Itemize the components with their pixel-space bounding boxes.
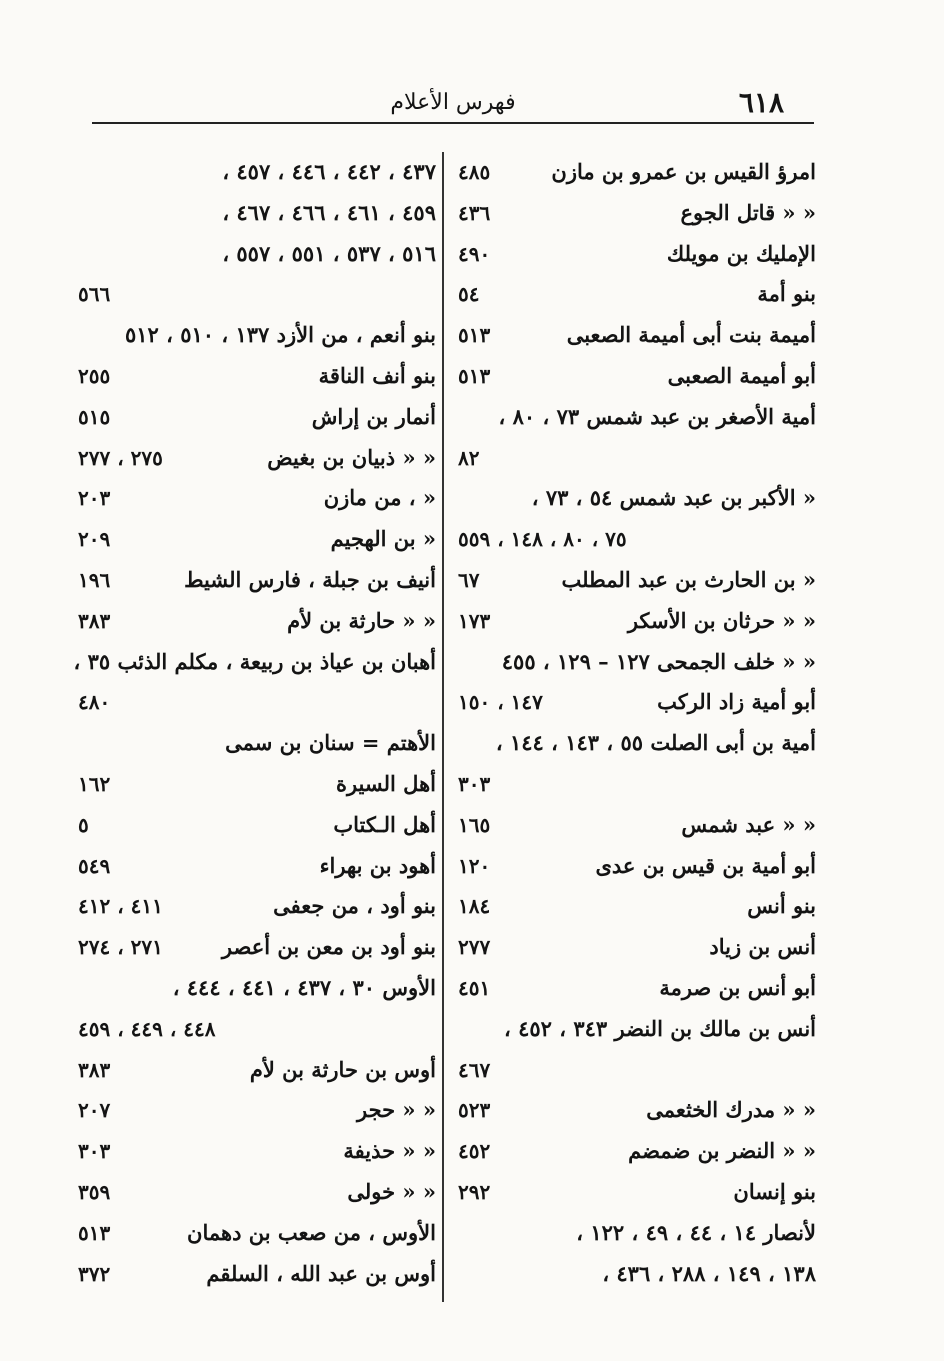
entry-name: « « حذيفة [343, 1138, 436, 1164]
entry-name: أميمة بنت أبى أميمة الصعبى [566, 322, 816, 348]
entry-pages: ٤٥٢ [458, 1139, 491, 1164]
entry-pages: ٥١٣ [458, 323, 491, 348]
entry-name: بنو أنس [747, 893, 816, 919]
entry-name: « « قاتل الجوع [680, 199, 816, 225]
entry-name: بنو أنعم ، من الأزد ١٣٧ ، ٥١٠ ، ٥١٢ [124, 322, 436, 348]
index-entry [73, 642, 436, 683]
entry-name: « « خولى [347, 1178, 436, 1204]
entry-name: « « حرثان بن الأسكر [627, 607, 816, 633]
index-entry [458, 519, 816, 560]
index-column-right [458, 152, 816, 1294]
entry-name: ٤٥٩ ، ٤٦١ ، ٤٦٦ ، ٤٦٧ ، [222, 199, 436, 225]
index-entry [458, 1050, 816, 1091]
entry-pages: ٣٥٩ [78, 1179, 111, 1204]
index-entry [78, 1090, 436, 1131]
index-entry [458, 356, 816, 397]
entry-pages: ٥٢٣ [458, 1098, 491, 1123]
entry-pages: ٥ [78, 812, 89, 837]
index-entry [78, 764, 436, 805]
entry-pages: ١٦٥ [458, 812, 491, 837]
entry-name: أنيف بن جبلة ، فارس الشيط [184, 566, 436, 592]
entry-pages: ٧٥ ، ٨٠ ، ١٤٨ ، ٥٥٩ [458, 527, 627, 552]
entry-name: أهل الـكتاب [333, 811, 436, 837]
entry-name: بنو أنف الناقة [318, 362, 436, 388]
index-entry [458, 234, 816, 275]
entry-name: بنو أود بن معن بن أعصر [221, 934, 436, 960]
entry-name: أنس بن زياد [709, 934, 816, 960]
header-title: فهرس الأعلام [390, 90, 516, 115]
entry-pages: ٣٠٣ [78, 1139, 111, 1164]
index-entry [458, 968, 816, 1009]
entry-name: أوس بن حارثة بن لأم [249, 1056, 436, 1082]
index-entry [458, 1090, 816, 1131]
entry-pages: ١٢٠ [458, 853, 491, 878]
entry-name: بنو أود ، من جعفى [273, 893, 436, 919]
entry-pages: ٥٤ [458, 282, 480, 307]
index-entry [78, 1213, 436, 1254]
entry-name: « بن الحارث بن عبد المطلب [561, 566, 816, 592]
index-entry [78, 846, 436, 887]
index-entry [458, 927, 816, 968]
entry-name: أوس بن عبد الله ، السلقم [206, 1260, 436, 1286]
entry-name: بنو أمة [757, 281, 816, 307]
entry-name: أنس بن مالك بن النضر ٣٤٣ ، ٤٥٢ ، [504, 1015, 816, 1041]
entry-name: أبو أميمة الصعبى [667, 362, 816, 388]
entry-pages: ٤٦٧ [458, 1057, 491, 1082]
entry-pages: ٤٨٠ [78, 690, 111, 715]
entry-pages: ١٤٧ ، ١٥٠ [458, 690, 543, 715]
entry-pages: ٢٠٩ [78, 527, 111, 552]
entry-name: « « مدرك الخثعمى [646, 1097, 816, 1123]
entry-name: امرؤ القيس بن عمرو بن مازن [551, 159, 816, 184]
entry-pages: ٤٩٠ [458, 241, 491, 266]
entry-pages: ٤١١ ، ٤١٢ [78, 894, 163, 919]
index-entry [78, 356, 436, 397]
entry-name: أبو أمية بن قيس بن عدى [595, 852, 816, 878]
index-entry [78, 723, 436, 764]
index-entry [458, 682, 816, 723]
entry-pages: ١٨٤ [458, 894, 491, 919]
entry-pages: ٢٥٥ [78, 363, 111, 388]
entry-pages: ٥١٣ [458, 363, 491, 388]
entry-pages: ٣٧٢ [78, 1261, 111, 1286]
entry-name: أهبان بن عياذ بن ربيعة ، مكلم الذئب ٣٥ ، [73, 648, 436, 674]
entry-name: أمية بن أبى الصلت ٥٥ ، ١٤٣ ، ١٤٤ ، [495, 730, 816, 756]
index-entry [458, 601, 816, 642]
entry-pages: ١٩٦ [78, 567, 111, 592]
index-entry [458, 1213, 816, 1254]
index-entry [78, 886, 436, 927]
entry-name: الأهتم = سنان بن سمى [225, 730, 436, 756]
page-number: ٦١٨ [738, 86, 784, 119]
index-entry [78, 1172, 436, 1213]
entry-pages: ١٦٢ [78, 771, 111, 796]
entry-name: أهود بن بهراء [319, 852, 436, 878]
entry-pages: ٥٤٩ [78, 853, 111, 878]
entry-name: « « ذبيان بن بغيض [267, 444, 436, 470]
entry-pages: ٢٧١ ، ٢٧٤ [78, 935, 163, 960]
column-divider [442, 152, 444, 1302]
index-entry [458, 397, 816, 438]
entry-pages: ٣٨٣ [78, 608, 111, 633]
entry-name: « بن الهجيم [330, 526, 436, 552]
index-entry [78, 601, 436, 642]
entry-pages: ٥١٥ [78, 404, 111, 429]
index-entry [78, 152, 436, 193]
index-entry [458, 193, 816, 234]
entry-pages: ٢٠٣ [78, 486, 111, 511]
entry-name: « « خلف الجمحى ١٢٧ – ١٢٩ ، ٤٥٥ [501, 648, 816, 674]
entry-name: « « النضر بن ضمضم [628, 1138, 816, 1164]
index-entry [458, 315, 816, 356]
entry-pages: ١٧٣ [458, 608, 491, 633]
index-entry [458, 1131, 816, 1172]
entry-pages: ٤٨٥ [458, 160, 491, 184]
index-entry [458, 764, 816, 805]
index-entry [458, 274, 816, 315]
entry-pages: ٣٠٣ [458, 771, 491, 796]
index-entry [458, 152, 816, 193]
index-entry [458, 846, 816, 887]
index-entry [78, 1009, 436, 1050]
index-entry [458, 1009, 816, 1050]
entry-pages: ٢٧٧ [458, 935, 491, 960]
index-entry [78, 927, 436, 968]
entry-pages: ٥١٣ [78, 1220, 111, 1245]
entry-name: « الأكبر بن عبد شمس ٥٤ ، ٧٣ ، [531, 485, 816, 511]
index-entry [78, 968, 436, 1009]
index-entry [78, 1254, 436, 1295]
index-entry [78, 397, 436, 438]
entry-name: ٤٣٧ ، ٤٤٢ ، ٤٤٦ ، ٤٥٧ ، [222, 159, 436, 184]
entry-name: « « عبد شمس [681, 811, 816, 837]
index-entry [458, 560, 816, 601]
index-entry [78, 682, 436, 723]
index-entry [458, 478, 816, 519]
index-entry [78, 193, 436, 234]
index-entry [78, 805, 436, 846]
entry-name: بنو إنسان [733, 1178, 816, 1204]
entry-pages: ٢٠٧ [78, 1098, 111, 1123]
entry-name: الأوس ، من صعب بن دهمان [187, 1219, 436, 1245]
entry-pages: ٤٥١ [458, 975, 491, 1000]
entry-name: أنمار بن إراش [311, 403, 436, 429]
index-entry [78, 234, 436, 275]
index-entry [458, 438, 816, 479]
index-entry [78, 315, 436, 356]
entry-pages: ٣٨٣ [78, 1057, 111, 1082]
entry-pages: ٢٧٥ ، ٢٧٧ [78, 445, 163, 470]
index-entry [458, 1172, 816, 1213]
entry-pages: ٤٣٦ [458, 200, 491, 225]
entry-pages: ٢٩٢ [458, 1179, 491, 1204]
index-entry [78, 519, 436, 560]
entry-pages: ٥٦٦ [78, 282, 111, 307]
index-entry [78, 438, 436, 479]
index-entry [458, 723, 816, 764]
entry-name: الإمليك بن مويلك [666, 240, 816, 266]
index-entry [78, 560, 436, 601]
entry-name: « « حجر [357, 1097, 436, 1123]
index-entry [458, 886, 816, 927]
entry-name: أمية الأصغر بن عبد شمس ٧٣ ، ٨٠ ، [498, 403, 816, 429]
entry-name: لأنصار ١٤ ، ٤٤ ، ٤٩ ، ١٢٢ ، [576, 1219, 816, 1245]
entry-pages: ٦٧ [458, 567, 480, 592]
entry-name: « « حارثة بن لأم [287, 607, 436, 633]
index-entry [78, 1131, 436, 1172]
entry-name: ٥١٦ ، ٥٣٧ ، ٥٥١ ، ٥٥٧ ، [222, 240, 436, 266]
entry-name: أبو أمية زاد الركب [657, 689, 816, 715]
entry-name: ١٣٨ ، ١٤٩ ، ٢٨٨ ، ٤٣٦ ، [602, 1260, 816, 1286]
entry-pages: ٨٢ [458, 445, 480, 470]
entry-name: الأوس ٣٠ ، ٤٣٧ ، ٤٤١ ، ٤٤٤ ، [172, 974, 436, 1000]
entry-name: « ، من مازن [323, 485, 436, 511]
index-entry [458, 805, 816, 846]
index-column-left [73, 152, 436, 1294]
entry-name: أهل السيرة [335, 770, 436, 796]
index-entry [78, 478, 436, 519]
index-entry [458, 1254, 816, 1295]
index-entry [78, 274, 436, 315]
entry-name: أبو أنس بن صرمة [659, 974, 816, 1000]
index-entry [78, 1050, 436, 1091]
page-header [92, 82, 814, 124]
index-entry [458, 642, 816, 683]
entry-pages: ٤٤٨ ، ٤٤٩ ، ٤٥٩ [78, 1016, 216, 1041]
